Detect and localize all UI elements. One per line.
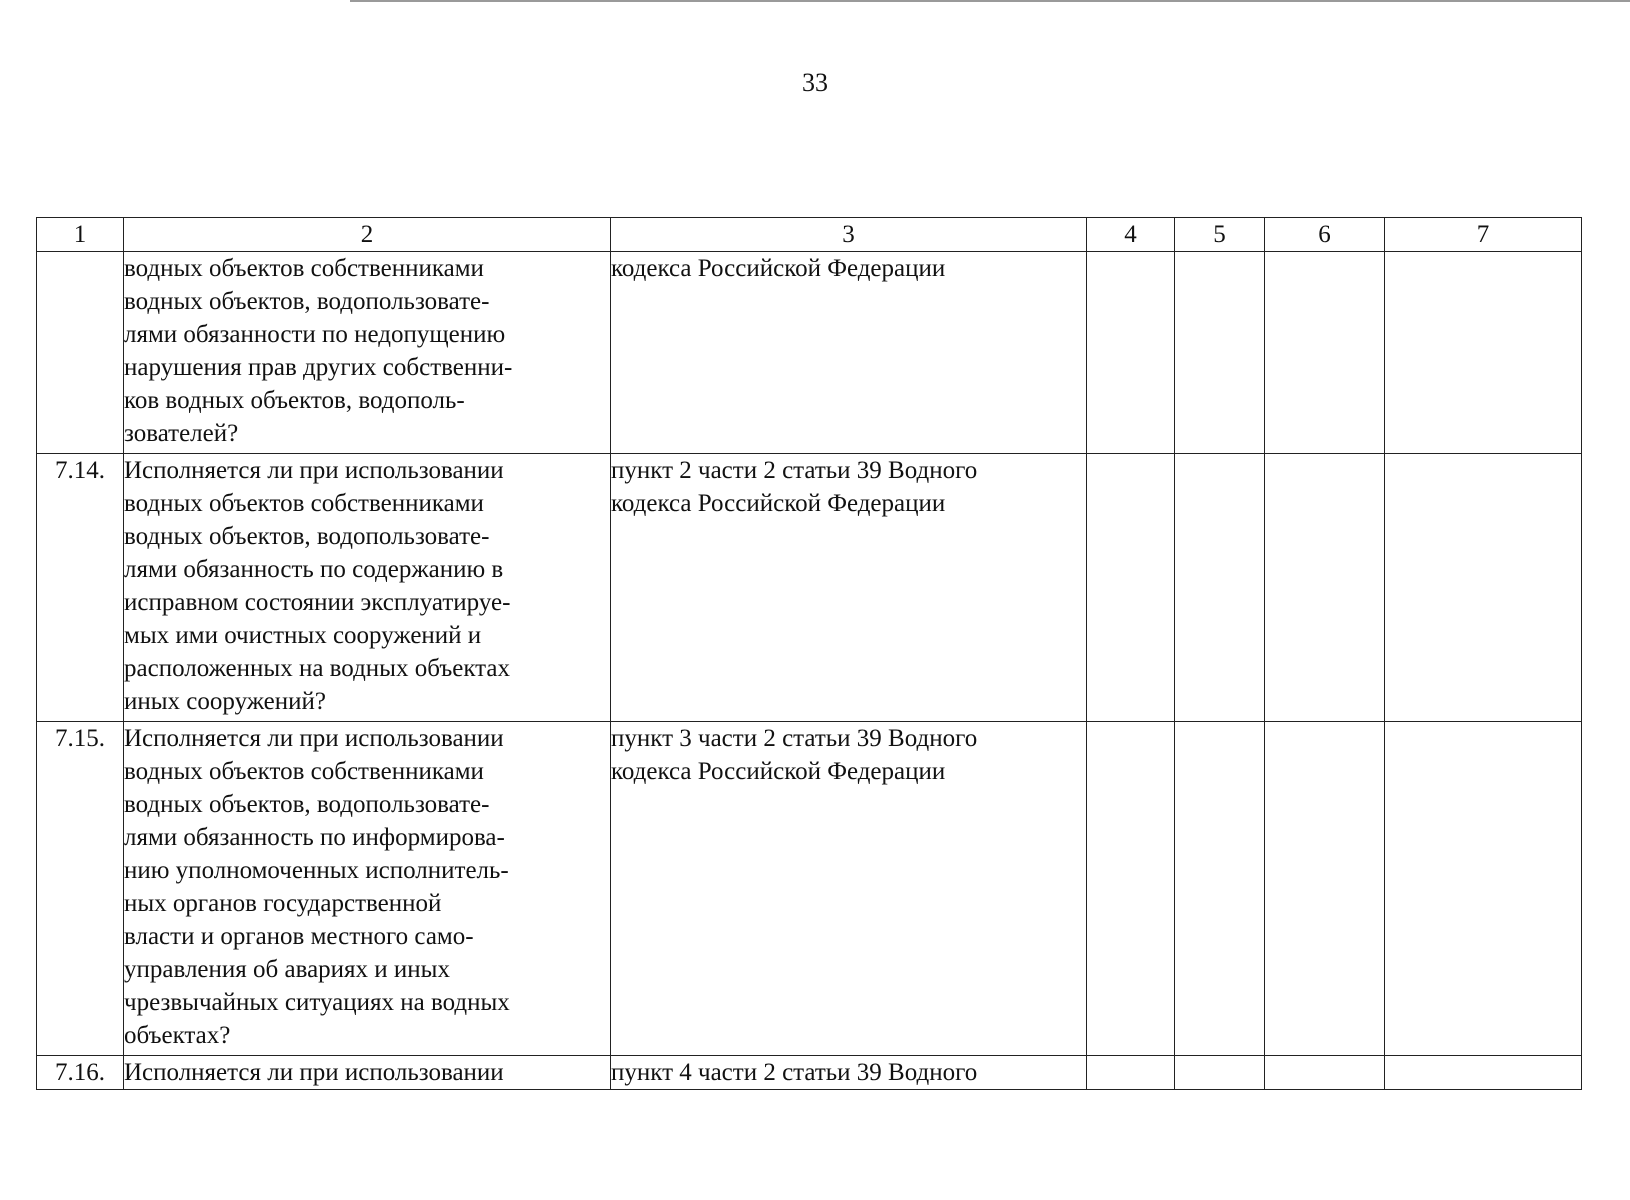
answer-cell-4 [1087,722,1175,1056]
table-header-row [37,218,1582,252]
answer-cell-5 [1175,454,1265,722]
answer-cell-7 [1385,722,1582,1056]
column-header-1: 1 [37,218,124,252]
answer-cell-4 [1087,252,1175,454]
checklist-table [36,217,1582,1090]
answer-cell-7 [1385,1056,1582,1090]
answer-cell-6 [1265,1056,1385,1090]
table-row [37,1056,1582,1090]
scan-top-edge-line [350,0,1630,2]
question-cell: Исполняется ли при использовании [124,1056,611,1090]
answer-cell-5 [1175,252,1265,454]
row-number: 7.16. [37,1056,124,1090]
answer-cell-4 [1087,1056,1175,1090]
column-header-5: 5 [1175,218,1265,252]
column-header-7: 7 [1385,218,1582,252]
question-cell: Исполняется ли при использовании водных объектов собственниками водных объектов, водопользовате- лями обязанность по содержанию в исправном состоянии эксплуатируе- мых ими очистных сооружений и расположенных на водных объектах иных сооружений? [124,454,611,722]
column-header-3: 3 [611,218,1087,252]
table-row [37,252,1582,454]
legal-reference-cell: кодекса Российской Федерации [611,252,1087,454]
legal-reference-cell: пункт 3 части 2 статьи 39 Водного кодекса Российской Федерации [611,722,1087,1056]
page-number: 33 [802,68,828,97]
question-cell: водных объектов собственниками водных объектов, водопользовате- лями обязанности по недопущению нарушения прав других собственни- ков водных объектов, водополь- зователей? [124,252,611,454]
table-row [37,454,1582,722]
question-cell: Исполняется ли при использовании водных объектов собственниками водных объектов, водопользовате- лями обязанность по информирова- нию уполномоченных исполнитель- ных органов государственной власти и органов местного само- управления об авариях и иных чрезвычайных ситуациях на водных объектах? [124,722,611,1056]
answer-cell-6 [1265,722,1385,1056]
answer-cell-5 [1175,722,1265,1056]
row-number: 7.15. [37,722,124,1056]
table-row [37,722,1582,1056]
legal-reference-cell: пункт 2 части 2 статьи 39 Водного кодекса Российской Федерации [611,454,1087,722]
legal-reference-cell: пункт 4 части 2 статьи 39 Водного [611,1056,1087,1090]
answer-cell-6 [1265,252,1385,454]
column-header-4: 4 [1087,218,1175,252]
answer-cell-6 [1265,454,1385,722]
column-header-6: 6 [1265,218,1385,252]
answer-cell-7 [1385,454,1582,722]
answer-cell-7 [1385,252,1582,454]
row-number: 7.14. [37,454,124,722]
column-header-2: 2 [124,218,611,252]
answer-cell-4 [1087,454,1175,722]
answer-cell-5 [1175,1056,1265,1090]
row-number [37,252,124,454]
